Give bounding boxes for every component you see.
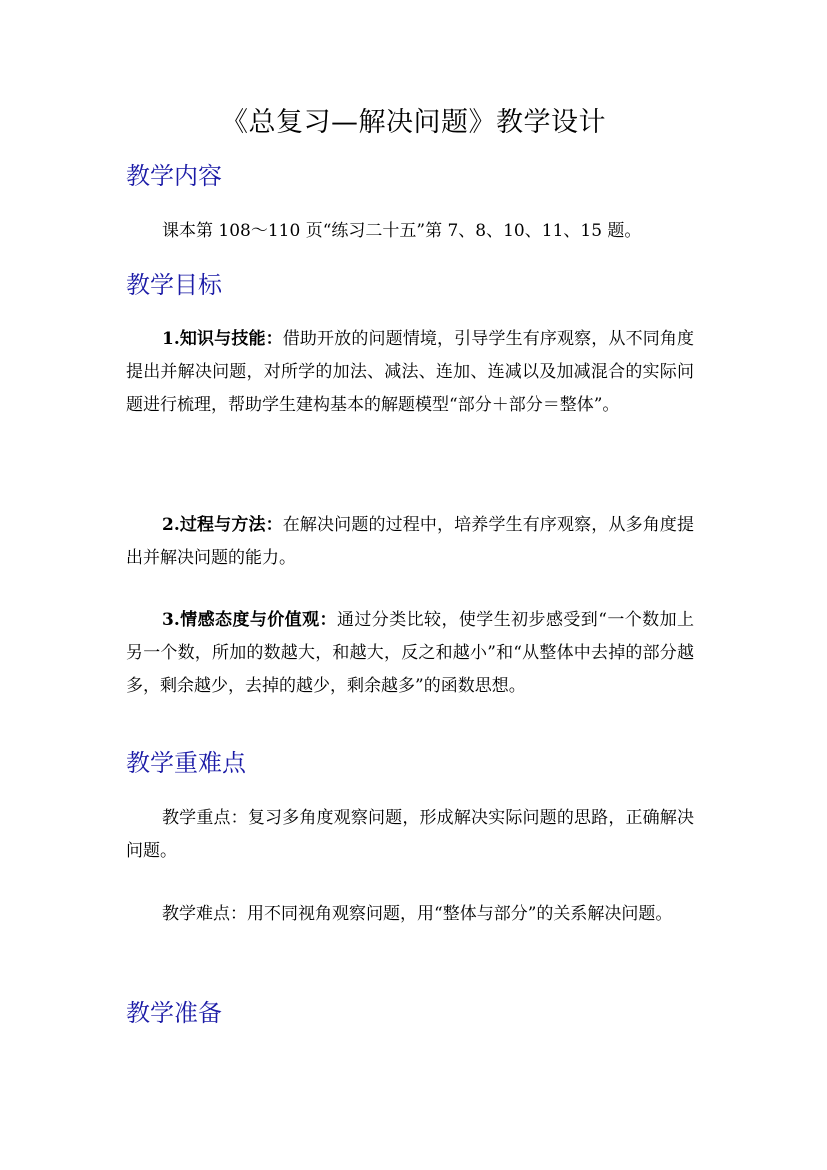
paragraph-difficult-point bbox=[126, 898, 694, 931]
section-heading-teaching-content: 教学内容 bbox=[126, 162, 222, 190]
paragraph-text: 借助开放的问题情境，引导学生有序观察，从不同角度提出并解决问题，对所学的加法、减法、连加、连减以及加减混合的实际问题进行梳理，帮助学生建构基本的解题模型“部分＋部分＝整体”。 bbox=[126, 329, 695, 415]
paragraph-text: 教学难点：用不同视角观察问题，用“整体与部分”的关系解决问题。 bbox=[162, 904, 673, 924]
paragraph-lead: 1.知识与技能： bbox=[162, 329, 283, 349]
section-heading-teaching-preparation: 教学准备 bbox=[126, 999, 222, 1027]
document-title: 《总复习—解决问题》教学设计 bbox=[221, 107, 606, 138]
section-heading-key-difficult-points: 教学重难点 bbox=[126, 749, 246, 777]
paragraph-text: 通过分类比较，使学生初步感受到“一个数加上另一个数，所加的数越大，和越大，反之和越小”和“从整体中去掉的部分越多，剩余越少，去掉的越少，剩余越多”的函数思想。 bbox=[126, 610, 694, 696]
paragraph-teaching-content bbox=[126, 215, 694, 248]
paragraph-key-point bbox=[126, 802, 694, 868]
paragraph-objective-knowledge-skills bbox=[126, 323, 694, 422]
paragraph-objective-process-method bbox=[126, 509, 694, 575]
paragraph-text: 课本第 108～110 页“练习二十五”第 7、8、10、11、15 题。 bbox=[162, 221, 642, 241]
section-heading-teaching-objectives: 教学目标 bbox=[126, 271, 222, 299]
paragraph-objective-attitude-values bbox=[126, 604, 694, 703]
paragraph-text: 在解决问题的过程中，培养学生有序观察，从多角度提出并解决问题的能力。 bbox=[126, 515, 695, 568]
paragraph-lead: 2.过程与方法： bbox=[162, 515, 283, 535]
paragraph-lead: 3.情感态度与价值观： bbox=[162, 610, 337, 630]
paragraph-text: 教学重点：复习多角度观察问题，形成解决实际问题的思路，正确解决问题。 bbox=[126, 808, 694, 861]
